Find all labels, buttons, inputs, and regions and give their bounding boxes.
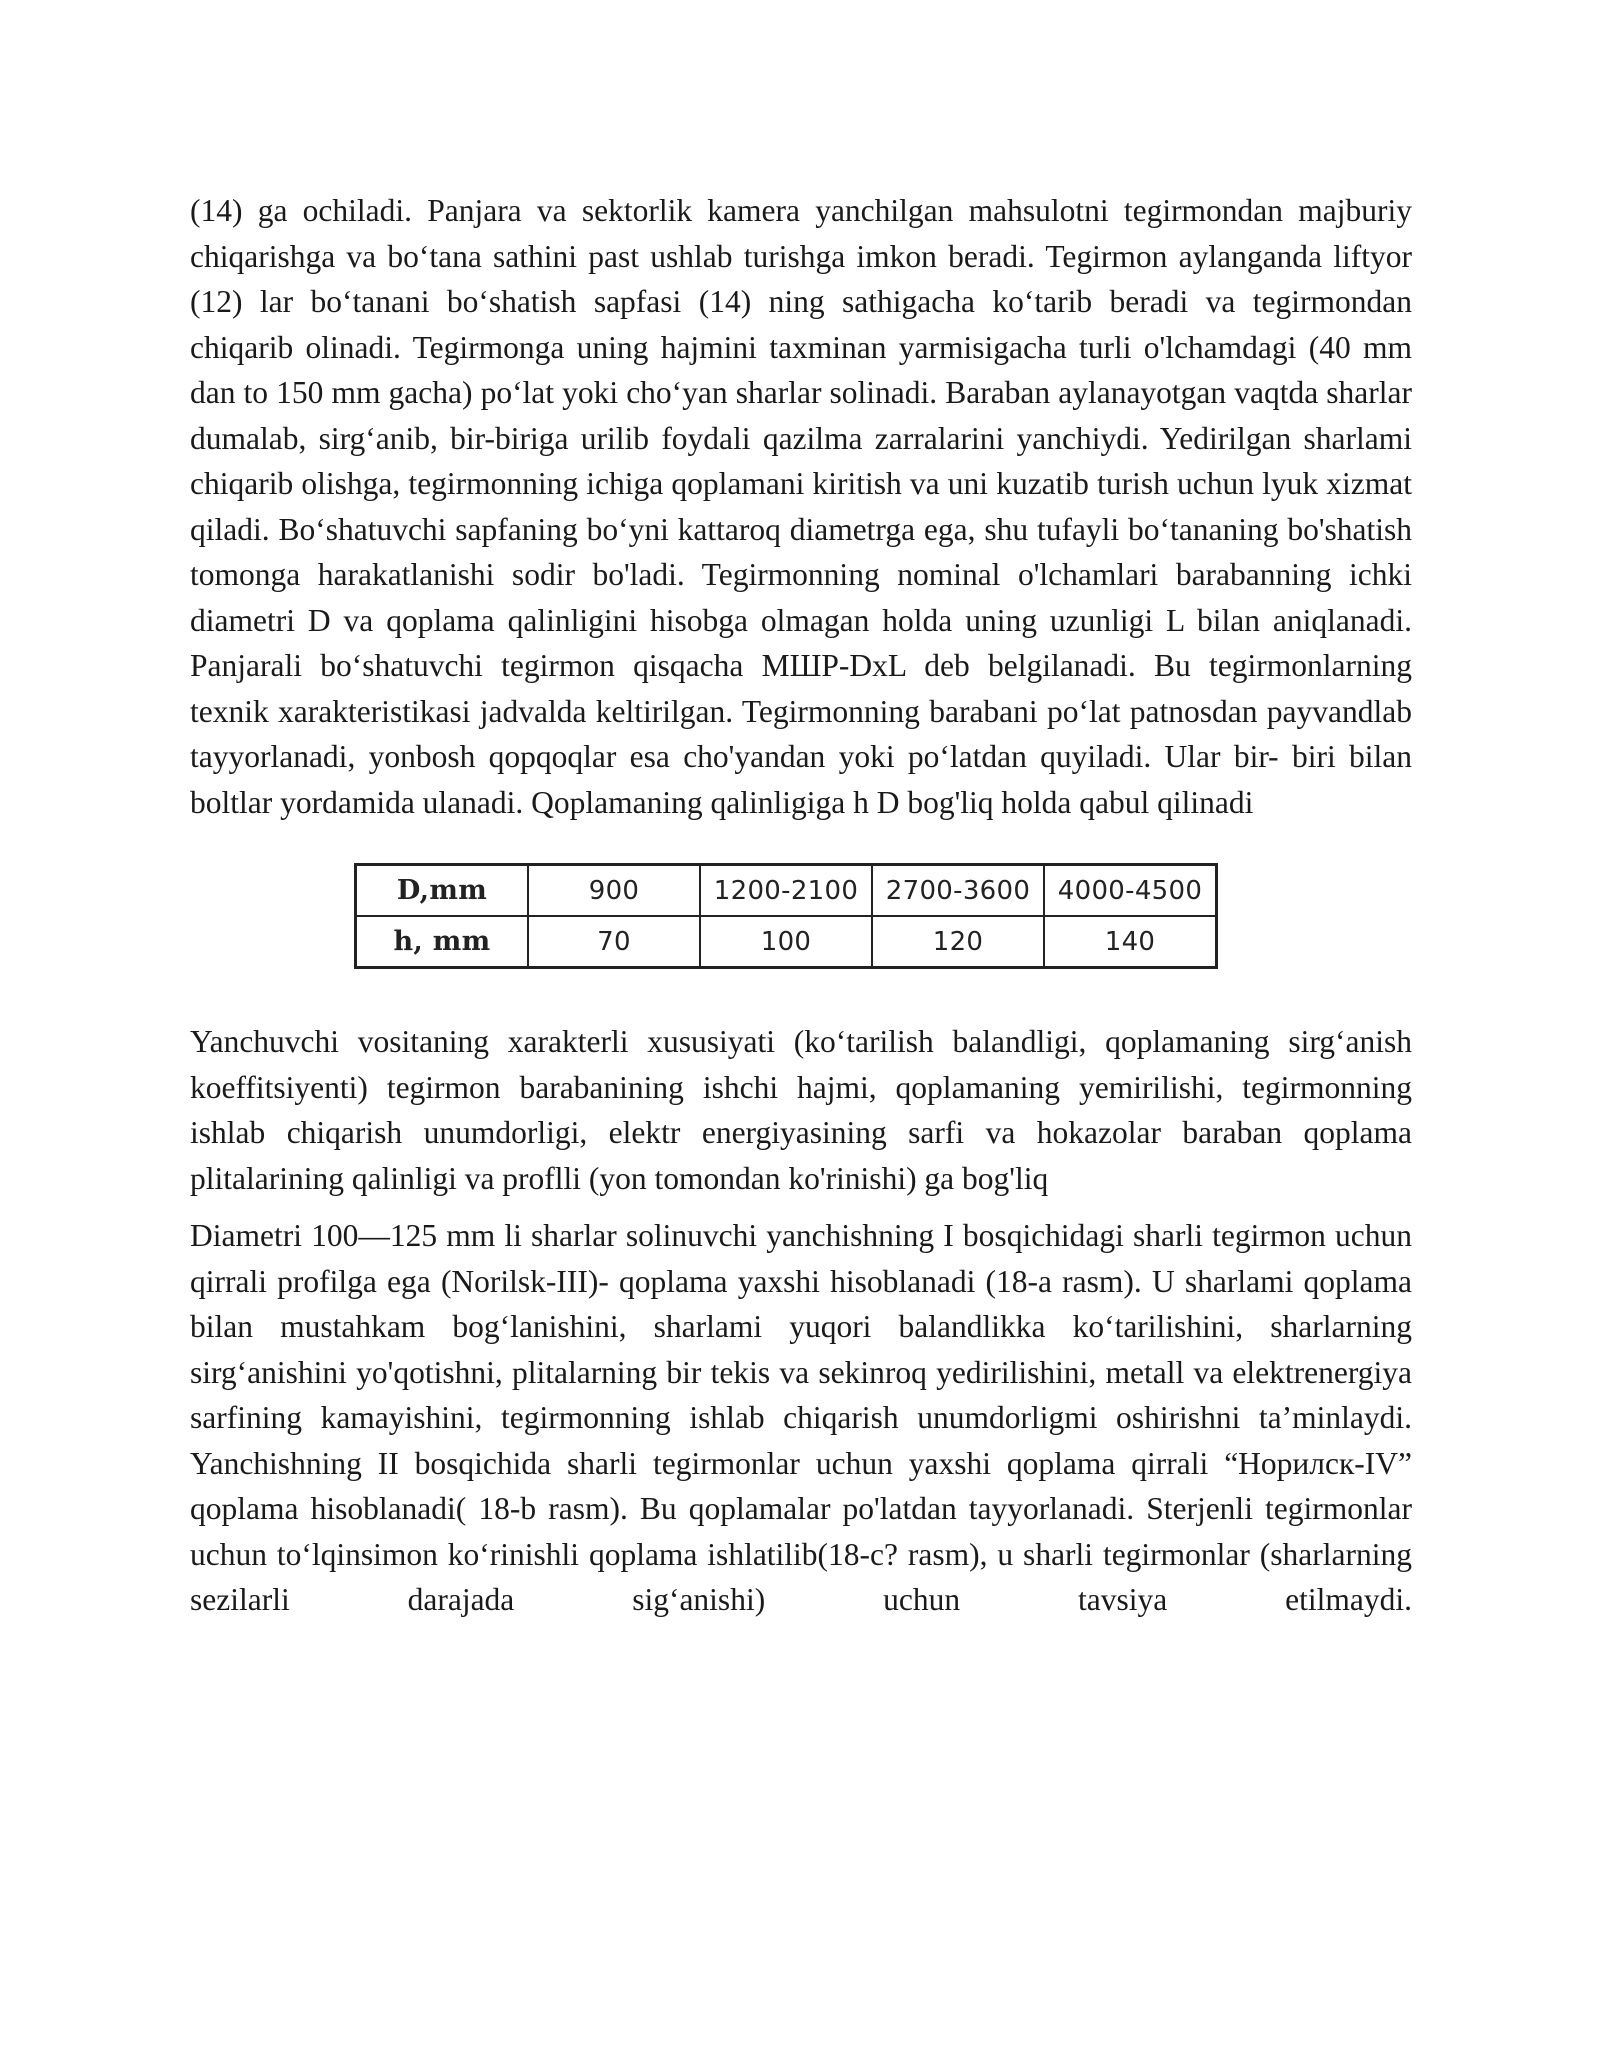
table-cell: 1200-2100	[700, 865, 872, 917]
paragraph-grinding-media: Yanchuvchi vositaning xarakterli xususiyati (ko‘tarilish balandligi, qoplamaning sirg‘anish koeffitsiyenti) tegirmon barabanining ishchi hajmi, qoplamaning yemirilishi, tegirmonning ishlab chiqarish unumdorligi, elektr energiyasining sarfi va hokazolar baraban qoplama plitalarining qalinligi va proflli (yon tomondan ko'rinishi) ga bog'liq	[190, 1024, 1412, 1196]
table-header-thickness: h, mm	[356, 916, 529, 968]
lining-thickness-table	[354, 863, 1218, 969]
lining-thickness-table-wrapper	[190, 863, 1412, 969]
document-page	[190, 188, 1412, 1623]
table-header-diameter: D,mm	[356, 865, 529, 917]
table-row-diameter	[356, 865, 1217, 917]
table-cell: 4000-4500	[1044, 865, 1217, 917]
table-cell: 120	[872, 916, 1044, 968]
table-cell: 70	[528, 916, 700, 968]
table-cell: 2700-3600	[872, 865, 1044, 917]
paragraph-lining-profiles: Diametri 100—125 mm li sharlar solinuvchi yanchishning I bosqichidagi sharli tegirmon uchun qirrali profilga ega (Norilsk-III)- qoplama yaxshi hisoblanadi (18-a rasm). U sharlami qoplama bilan mustahkam bog‘lanishini, sharlami yuqori balandlikka ko‘tarilishini, sharlarning sirg‘anishini yo'qotishni, plitalarning bir tekis va sekinroq yedirilishini, metall va elektrenergiya sarfining kamayishini, tegirmonning ishlab chiqarish unumdorligmi oshirishni ta’minlaydi. Yanchishning II bosqichida sharli tegirmonlar uchun yaxshi qoplama qirrali “Норилск-IV” qoplama hisoblanadi( 18-b rasm). Bu qoplamalar po'latdan tayyorlanadi. Sterjenli tegirmonlar uchun to‘lqinsimon ko‘rinishli qoplama ishlatilib(18-c? rasm), u sharli tegirmonlar (sharlarning sezilarli darajada sig‘anishi) uchun tavsiya etilmaydi.	[190, 1218, 1412, 1617]
table-cell: 100	[700, 916, 872, 968]
paragraph-mill-description: (14) ga ochiladi. Panjara va sektorlik kamera yanchilgan mahsulotni tegirmondan majburiy chiqarishga va bo‘tana sathini past ushlab turishga imkon beradi. Tegirmon aylanganda liftyor (12) lar bo‘tanani bo‘shatish sapfasi (14) ning sathigacha ko‘tarib beradi va tegirmondan chiqarib olinadi. Tegirmonga uning hajmini taxminan yarmisigacha turli o'lchamdagi (40 mm dan to 150 mm gacha) po‘lat yoki cho‘yan sharlar solinadi. Baraban aylanayotgan vaqtda sharlar dumalab, sirg‘anib, bir-biriga urilib foydali qazilma zarralarini yanchiydi. Yedirilgan sharlami chiqarib olishga, tegirmonning ichiga qoplamani kiritish va uni kuzatib turish uchun lyuk xizmat qiladi. Bo‘shatuvchi sapfaning bo‘yni kattaroq diametrga ega, shu tufayli bo‘tananing bo'shatish tomonga harakatlanishi sodir bo'ladi. Tegirmonning nominal o'lchamlari barabanning ichki diametri D va qoplama qalinligini hisobga olmagan holda uning uzunligi L bilan aniqlanadi. Panjarali bo‘shatuvchi tegirmon qisqacha МШР-DxL deb belgilanadi. Bu tegirmonlarning texnik xarakteristikasi jadvalda keltirilgan. Tegirmonning barabani po‘lat patnosdan payvandlab tayyorlanadi, yonbosh qopqoqlar esa cho'yandan yoki po‘latdan quyiladi. Ular bir- biri bilan boltlar yordamida ulanadi. Qoplamaning qalinligiga h D bog'liq holda qabul qilinadi	[190, 193, 1412, 820]
table-cell: 140	[1044, 916, 1217, 968]
table-cell: 900	[528, 865, 700, 917]
table-row-thickness	[356, 916, 1217, 968]
